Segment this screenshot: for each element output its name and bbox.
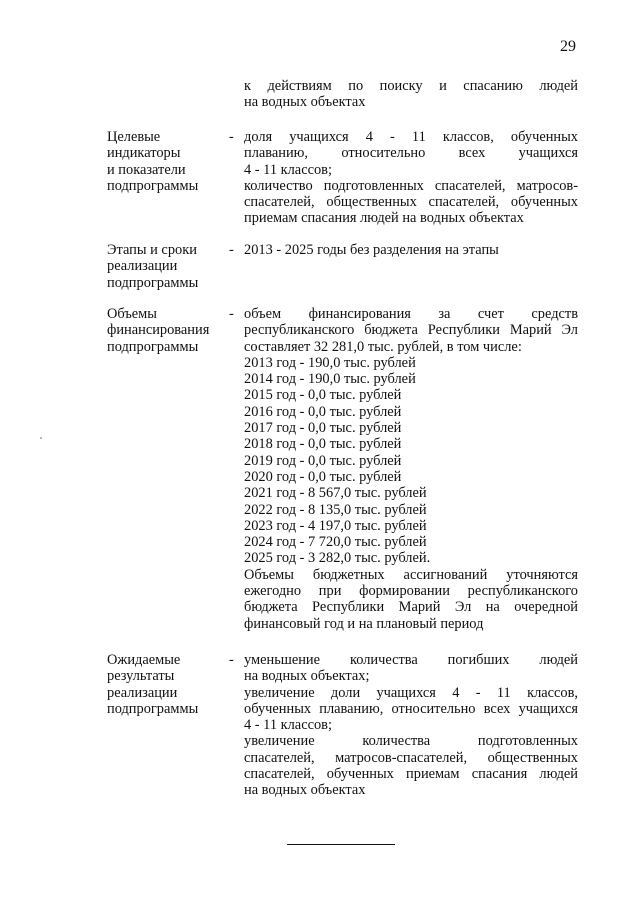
funding-year-line: 2015 год - 0,0 тыс. рублей xyxy=(244,387,402,404)
funding-year-line: 2016 год - 0,0 тыс. рублей xyxy=(244,403,402,420)
page-number: 29 xyxy=(560,38,576,55)
label-line: индикаторы xyxy=(107,145,181,162)
label-line: реализации xyxy=(107,258,178,275)
section-dash: - xyxy=(229,652,234,668)
text-line: плаванию, относительно всех учащихся xyxy=(244,145,578,162)
funding-year-line: 2017 год - 0,0 тыс. рублей xyxy=(244,420,402,437)
funding-year-line: 2018 год - 0,0 тыс. рублей xyxy=(244,436,402,453)
scan-speck xyxy=(40,437,42,439)
funding-year-line: 2020 год - 0,0 тыс. рублей xyxy=(244,468,402,485)
label-line: Целевые xyxy=(107,129,161,145)
funding-year-line: 2024 год - 7 720,0 тыс. рублей xyxy=(244,534,427,551)
label-line: Ожидаемые xyxy=(107,652,181,668)
funding-year-line: 2025 год - 3 282,0 тыс. рублей. xyxy=(244,550,431,567)
text-line: доля учащихся 4 - 11 классов, обученных xyxy=(244,129,578,145)
text-line: ежегодно при формировании республиканского xyxy=(244,583,578,600)
section-content-stages xyxy=(244,242,578,258)
label-line: результаты xyxy=(107,668,175,685)
funding-year-line: 2014 год - 190,0 тыс. рублей xyxy=(244,371,416,388)
text-line: увеличение количества подготовленных xyxy=(244,733,578,750)
text-line: объем финансирования за счет средств xyxy=(244,306,578,322)
label-line: и показатели xyxy=(107,161,186,178)
funding-year-line: 2021 год - 8 567,0 тыс. рублей xyxy=(244,485,427,502)
text-line: спасателей, обученных приемам спасания людей xyxy=(244,766,578,783)
text-line: на водных объектах xyxy=(244,782,366,799)
funding-year-line: 2023 год - 4 197,0 тыс. рублей xyxy=(244,517,427,534)
label-line: Этапы и сроки xyxy=(107,242,197,258)
text-line: 4 - 11 классов; xyxy=(244,161,332,178)
text-line: бюджета Республики Марий Эл на очередной xyxy=(244,599,578,616)
funding-year-line: 2022 год - 8 135,0 тыс. рублей xyxy=(244,501,427,518)
label-line: Объемы xyxy=(107,306,157,322)
section-label-results xyxy=(107,652,222,717)
text-line: обученных плаванию, относительно всех учащихся xyxy=(244,700,578,717)
text-line: уменьшение количества погибших людей xyxy=(244,652,578,668)
section-label-funding xyxy=(107,306,222,355)
section-content-funding xyxy=(244,306,578,632)
text-line: увеличение доли учащихся 4 - 11 классов, xyxy=(244,684,578,701)
text-line: Объемы бюджетных ассигнований уточняются xyxy=(244,566,578,583)
text-line: республиканского бюджета Республики Марий Эл xyxy=(244,322,578,339)
funding-year-line: 2019 год - 0,0 тыс. рублей xyxy=(244,452,402,469)
section-dash: - xyxy=(229,129,234,145)
intro-continuation xyxy=(244,78,578,111)
funding-year-line: 2013 год - 190,0 тыс. рублей xyxy=(244,354,416,371)
text-line: приемам спасания людей на водных объектах xyxy=(244,210,524,227)
text-line: финансовый год и на плановый период xyxy=(244,615,484,632)
label-line: подпрограммы xyxy=(107,700,199,717)
section-dash: - xyxy=(229,306,234,322)
text-line: составляет 32 281,0 тыс. рублей, в том числе: xyxy=(244,338,522,355)
section-content-indicators xyxy=(244,129,578,227)
text-line: 4 - 11 классов; xyxy=(244,717,332,734)
section-label-indicators xyxy=(107,129,222,194)
label-line: подпрограммы xyxy=(107,338,199,355)
label-line: подпрограммы xyxy=(107,177,199,194)
closing-rule xyxy=(287,844,395,845)
text-line: на водных объектах xyxy=(244,94,366,111)
section-label-stages xyxy=(107,242,222,291)
label-line: реализации xyxy=(107,684,178,701)
text-line: на водных объектах; xyxy=(244,668,370,685)
section-dash: - xyxy=(229,242,234,258)
section-content-results xyxy=(244,652,578,799)
text-line: количество подготовленных спасателей, матросов- xyxy=(244,177,578,194)
text-line: спасателей, матросов-спасателей, общественных xyxy=(244,749,578,766)
text-line: 2013 - 2025 годы без разделения на этапы xyxy=(244,242,499,258)
label-line: финансирования xyxy=(107,322,210,339)
text-line: к действиям по поиску и спасанию людей xyxy=(244,78,578,94)
text-line: спасателей, общественных спасателей, обученных xyxy=(244,194,578,211)
label-line: подпрограммы xyxy=(107,274,199,291)
